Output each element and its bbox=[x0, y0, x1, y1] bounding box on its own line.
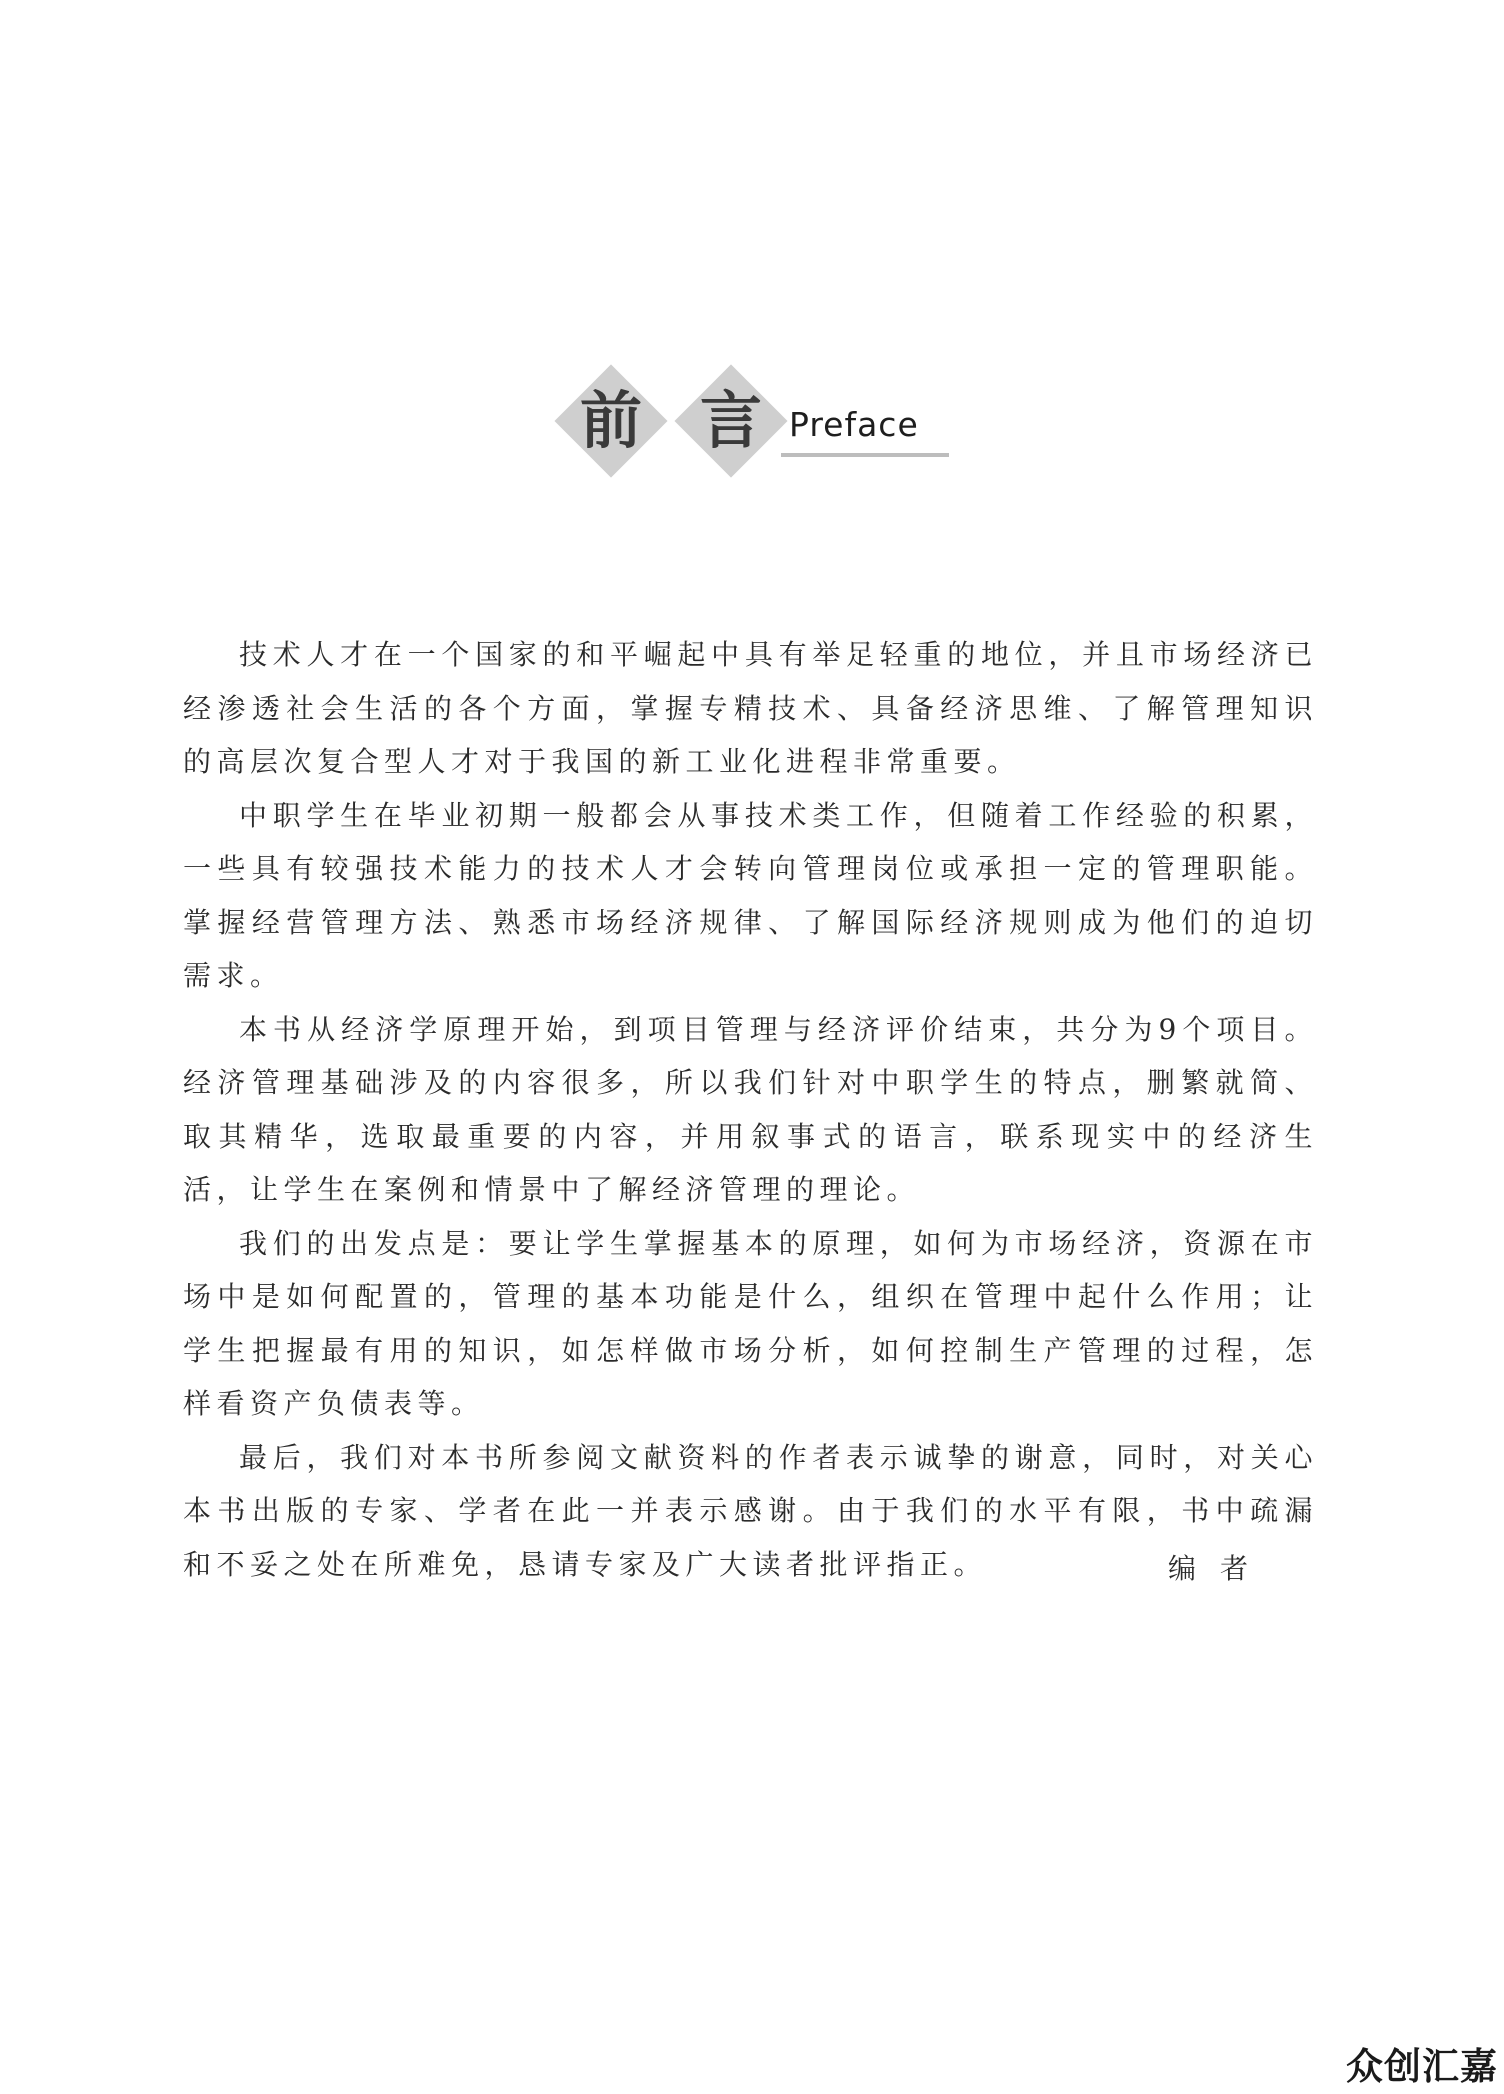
paragraph-2: 中职学生在毕业初期一般都会从事技术类工作，但随着工作经验的积累，一些具有较强技术能力的技术人才会转向管理岗位或承担一定的管理职能。掌握经营管理方法、熟悉市场经济规律、了解国际经济规则成为他们的迫切需求。 bbox=[183, 798, 1318, 992]
paragraph-1: 技术人才在一个国家的和平崛起中具有举足轻重的地位，并且市场经济已经渗透社会生活的各个方面，掌握专精技术、具备经济思维、了解管理知识的高层次复合型人才对于我国的新工业化进程非常重要。 bbox=[183, 638, 1318, 778]
preface-body bbox=[183, 628, 1318, 1591]
preface-heading bbox=[555, 365, 955, 480]
paragraph-4: 我们的出发点是：要让学生掌握基本的原理，如何为市场经济，资源在市场中是如何配置的，管理的基本功能是什么，组织在管理中起什么作用；让学生把握最有用的知识，如怎样做市场分析，如何控制生产管理的过程，怎样看资产负债表等。 bbox=[183, 1226, 1318, 1420]
watermark-logo: 众创汇嘉 bbox=[1346, 2045, 1498, 2088]
heading-underline bbox=[781, 453, 949, 457]
heading-char-second: 言 bbox=[699, 384, 762, 457]
author-signature: 编者 bbox=[1168, 1552, 1273, 1585]
heading-english-title: Preface bbox=[789, 405, 919, 444]
paragraph-3: 本书从经济学原理开始，到项目管理与经济评价结束，共分为9个项目。经济管理基础涉及的内容很多，所以我们针对中职学生的特点，删繁就简、取其精华，选取最重要的内容，并用叙事式的语言，联系现实中的经济生活，让学生在案例和情景中了解经济管理的理论。 bbox=[183, 1012, 1318, 1206]
heading-char-first: 前 bbox=[579, 384, 642, 457]
paragraph-5: 最后，我们对本书所参阅文献资料的作者表示诚挚的谢意，同时，对关心本书出版的专家、学者在此一并表示感谢。由于我们的水平有限，书中疏漏和不妥之处在所难免，恳请专家及广大读者批评指正。 bbox=[183, 1440, 1318, 1581]
